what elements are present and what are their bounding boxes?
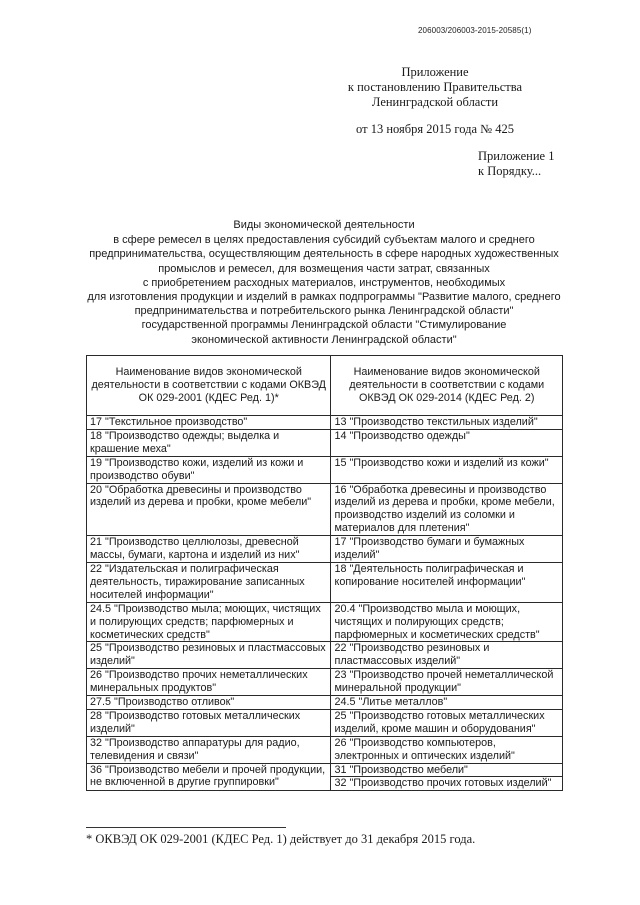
cell-okved-2014: 15 "Производство кожи и изделий из кожи": [331, 456, 563, 483]
cell-okved-2001: 27.5 "Производство отливок": [87, 696, 331, 710]
heading-line: с приобретением расходных материалов, инструментов, необходимых: [142, 276, 506, 289]
cell-okved-2001: 25 "Производство резиновых и пластмассовых изделий": [87, 642, 331, 669]
cell-okved-2014: 32 "Производство прочих готовых изделий": [331, 777, 563, 791]
footnote: * ОКВЭД ОК 029-2001 (КДЕС Ред. 1) действует до 31 декабря 2015 года.: [86, 832, 476, 846]
cell-okved-2014: 31 "Производство мебели": [331, 763, 563, 777]
heading-line: государственной программы Ленинградской области "Стимулирование: [141, 319, 507, 332]
table-row: [87, 642, 563, 669]
heading-line: в сфере ремесел в целях предоставления субсидий субъектам малого и среднего: [113, 234, 535, 247]
appendix-line: к постановлению Правительства: [347, 80, 523, 94]
table-row: [87, 429, 563, 456]
cell-okved-2001: 19 "Производство кожи, изделий из кожи и производство обуви": [87, 456, 331, 483]
table-row: [87, 602, 563, 642]
heading-line: для изготовления продукции и изделий в рамках подпрограммы "Развитие малого, среднего: [87, 291, 561, 304]
cell-okved-2001: 32 "Производство аппаратуры для радио, телевидения и связи": [87, 736, 331, 763]
cell-okved-2014: 25 "Производство готовых металлических изделий, кроме машин и оборудования": [331, 709, 563, 736]
cell-okved-2014: 24.5 "Литье металлов": [331, 696, 563, 710]
cell-okved-2014: 16 "Обработка древесины и производство изделий из дерева и пробки, кроме мебели, производство изделий из соломки и материалов для плетения": [331, 483, 563, 536]
cell-okved-2001: 20 "Обработка древесины и производство изделий из дерева и пробки, кроме мебели": [87, 483, 331, 536]
cell-okved-2014: 13 "Производство текстильных изделий": [331, 416, 563, 430]
table-row: [87, 709, 563, 736]
table-row: [87, 416, 563, 430]
table-row: [87, 483, 563, 536]
appendix-date: от 13 ноября 2015 года № 425: [356, 122, 514, 136]
cell-okved-2014: 17 "Производство бумаги и бумажных изделий": [331, 536, 563, 563]
table-row: [87, 669, 563, 696]
cell-okved-2001: 18 "Производство одежды; выделка и крашение меха": [87, 429, 331, 456]
cell-okved-2014: 23 "Производство прочей неметаллической минеральной продукции": [331, 669, 563, 696]
column-header-okved-2001: Наименование видов экономической деятельности в соответствии с кодами ОКВЭД ОК 029-2001 (КДЕС Ред. 1)*: [87, 356, 331, 416]
appendix-line: Ленинградской области: [371, 95, 499, 109]
cell-okved-2014: 14 "Производство одежды": [331, 429, 563, 456]
cell-okved-2014: 26 "Производство компьютеров, электронных и оптических изделий": [331, 736, 563, 763]
appendix-line: Приложение: [401, 65, 469, 79]
document-heading: [80, 218, 568, 347]
table-row: [87, 736, 563, 763]
cell-okved-2001: 22 "Издательская и полиграфическая деятельность, тиражирование записанных носителей информации": [87, 562, 331, 602]
cell-okved-2001: 17 "Текстильное производство": [87, 416, 331, 430]
cell-okved-2014: 18 "Деятельность полиграфическая и копирование носителей информации": [331, 562, 563, 602]
table-row: [87, 536, 563, 563]
table-row: [87, 456, 563, 483]
appendix1-line: к Порядку...: [478, 164, 542, 178]
heading-line: предпринимательства, осуществляющим деятельность в сфере народных художественных: [89, 248, 559, 261]
cell-okved-2001: 24.5 "Производство мыла; моющих, чистящих и полирующих средств; парфюмерных и косметических средств": [87, 602, 331, 642]
cell-okved-2001: 21 "Производство целлюлозы, древесной массы, бумаги, картона и изделий из них": [87, 536, 331, 563]
cell-okved-2014: 22 "Производство резиновых и пластмассовых изделий": [331, 642, 563, 669]
cell-okved-2001: 28 "Производство готовых металлических изделий": [87, 709, 331, 736]
heading-title: Виды экономической деятельности: [233, 219, 415, 231]
table-row: [87, 696, 563, 710]
heading-line: предпринимательства и потребительского рынка Ленинградской области": [134, 305, 514, 318]
cell-okved-2001: 26 "Производство прочих неметаллических минеральных продуктов": [87, 669, 331, 696]
appendix1-block: [478, 149, 554, 179]
activity-codes-table: [86, 355, 563, 791]
footnote-divider: [86, 827, 286, 828]
appendix-block: [340, 65, 530, 137]
table-row: [87, 763, 563, 777]
table-row: [87, 562, 563, 602]
appendix1-line: Приложение 1: [478, 149, 555, 163]
document-id: 206003/206003-2015-20585(1): [418, 26, 532, 35]
cell-okved-2001: 36 "Производство мебели и прочей продукции, не включенной в другие группировки": [87, 763, 331, 791]
table-header-row: [87, 356, 563, 416]
column-header-okved-2014: Наименование видов экономической деятельности в соответствии с кодами ОКВЭД ОК 029-2014 (КДЕС Ред. 2): [331, 356, 563, 416]
cell-okved-2014: 20.4 "Производство мыла и моющих, чистящих и полирующих средств; парфюмерных и косметических средств": [331, 602, 563, 642]
heading-line: экономической активности Ленинградской области": [191, 333, 457, 346]
heading-line: промыслов и ремесел, для возмещения части затрат, связанных: [158, 262, 490, 275]
